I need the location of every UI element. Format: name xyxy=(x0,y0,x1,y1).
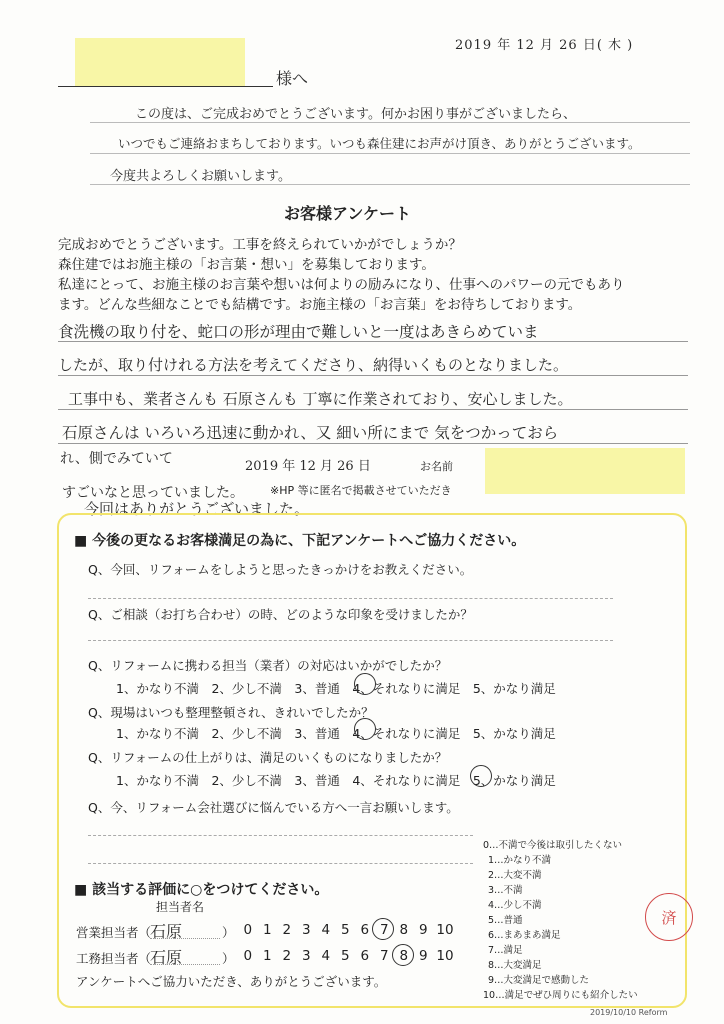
answer-rule xyxy=(88,640,613,641)
staff-label: 担当者名 xyxy=(156,900,205,914)
hp-note: ※HP 等に匿名で掲載させていただき xyxy=(270,484,452,497)
question-3-options: 1、かなり不満 2、少し不満 3、普通 4、それなりに満足 5、かなり満足 xyxy=(116,681,556,696)
q5-selected-circle xyxy=(470,765,492,787)
comment-line-6: すごいなと思っていました。 xyxy=(62,485,244,501)
recipient-name-redacted xyxy=(75,38,245,86)
legend-item: 2…大変不満 xyxy=(488,870,542,881)
intro-line: 完成おめでとうございます。工事を終えられていかがでしょうか？ xyxy=(58,237,462,253)
comment-rule xyxy=(58,409,688,410)
comment-line-3: 工事中も、業者さんも 石原さんも 丁寧に作業されており、安心しました。 xyxy=(68,390,573,408)
legend-item: 4…少し不満 xyxy=(488,900,542,911)
scale-5: 5 xyxy=(340,922,350,938)
scale-10: 10 xyxy=(436,948,454,964)
message-rule xyxy=(90,184,690,185)
message-line-3: 今度共よろしくお願いします。 xyxy=(110,169,291,184)
comment-line-1: 食洗機の取り付を、蛇口の形が理由で難しいと一度はあきらめていま xyxy=(58,323,539,341)
survey-intro xyxy=(58,235,678,315)
scale-5: 5 xyxy=(340,948,350,964)
scale-7: 7 xyxy=(379,922,389,938)
name-label: お名前 xyxy=(420,460,453,473)
works-staff-name: 石原 xyxy=(150,948,183,967)
scale-8: 8 xyxy=(399,922,409,938)
comment-line-7: 今回はありがとうございました。 xyxy=(84,500,310,518)
scale-2: 2 xyxy=(282,922,292,938)
answer-rule xyxy=(88,863,473,864)
works-scale xyxy=(238,948,457,964)
legend-item: 5…普通 xyxy=(488,915,523,926)
comment-line-5: れ、側でみていて xyxy=(60,451,173,467)
message-line-1: この度は、ご完成おめでとうございます。何かお困り事がございましたら、 xyxy=(135,107,576,122)
legend-item: 10…満足でぜひ周りにも紹介したい xyxy=(483,990,638,1001)
question-2: Q、ご相談（お打ち合わせ）の時、どのような印象を受けましたか？ xyxy=(88,607,473,622)
customer-name-redacted xyxy=(485,448,685,494)
scale-9: 9 xyxy=(418,922,428,938)
answer-rule xyxy=(88,598,613,599)
intro-line: ます。どんな些細なことでも結構です。お施主様の「お言葉」をお待ちしております。 xyxy=(58,297,582,313)
sales-close: ） xyxy=(222,925,235,940)
works-name-rule xyxy=(150,964,220,965)
sales-selected-circle xyxy=(372,918,394,940)
legend-item: 3…不満 xyxy=(488,885,523,896)
stamp-text: 済 xyxy=(661,908,677,927)
works-selected-circle xyxy=(392,944,414,966)
legend-item: 8…大変満足 xyxy=(488,960,542,971)
scale-6: 6 xyxy=(360,922,370,938)
q3-selected-circle xyxy=(354,673,376,695)
comment-date: 2019 年 12 月 26 日 xyxy=(245,459,371,474)
question-4-options: 1、かなり不満 2、少し不満 3、普通 4、それなりに満足 5、かなり満足 xyxy=(116,726,556,741)
legend-item: 7…満足 xyxy=(488,945,523,956)
message-rule xyxy=(90,153,690,154)
scale-10: 10 xyxy=(436,922,454,938)
scale-0: 0 xyxy=(243,922,253,938)
scale-8: 8 xyxy=(399,948,409,964)
sales-name-rule xyxy=(150,938,220,939)
section2-heading-text: 該当する評価に○をつけてください。 xyxy=(92,882,329,898)
comment-rule xyxy=(58,443,688,444)
section1-heading: ■ 今後の更なるお客様満足の為に、下記アンケートへご協力ください。 xyxy=(74,533,526,549)
scale-1: 1 xyxy=(262,948,272,964)
legend-item: 6…まあまあ満足 xyxy=(488,930,561,941)
form-version: 2019/10/10 Reform xyxy=(590,1008,668,1017)
recipient-underline xyxy=(58,86,273,87)
legend-item: 1…かなり不満 xyxy=(488,855,552,866)
q4-selected-circle xyxy=(354,718,376,740)
answer-rule xyxy=(88,835,473,836)
salutation: 様へ xyxy=(276,69,309,88)
scale-9: 9 xyxy=(418,948,428,964)
intro-line: 私達にとって、お施主様のお言葉や想いは何よりの励みになり、仕事へのパワーの元でもあり xyxy=(58,277,625,293)
intro-line: 森住建ではお施主様の「お言葉・想い」を募集しております。 xyxy=(58,257,435,273)
scale-1: 1 xyxy=(262,922,272,938)
scale-3: 3 xyxy=(301,948,311,964)
section1-heading-text: 今後の更なるお客様満足の為に、下記アンケートへご協力ください。 xyxy=(92,533,526,549)
thanks-text: アンケートへご協力いただき、ありがとうございます。 xyxy=(76,974,387,989)
question-3: Q、リフォームに携わる担当（業者）の対応はいかがでしたか？ xyxy=(88,658,448,673)
question-6: Q、今、リフォーム会社選びに悩んでいる方へ一言お願いします。 xyxy=(88,800,459,815)
legend-item: 0…不満で今後は取引したくない xyxy=(483,840,623,851)
section2-heading: ■ 該当する評価に○をつけてください。 xyxy=(74,882,329,898)
question-5: Q、リフォームの仕上がりは、満足のいくものになりましたか？ xyxy=(88,750,448,765)
rating-legend xyxy=(483,838,638,1003)
comment-line-2: したが、取り付けれる方法を考えてくださり、納得いくものとなりました。 xyxy=(58,356,569,374)
message-line-2: いつでもご連絡おまちしております。いつも森住建にお声がけ頂き、ありがとうございます。 xyxy=(118,136,641,151)
scale-3: 3 xyxy=(301,922,311,938)
message-rule xyxy=(90,122,690,123)
scale-7: 7 xyxy=(379,948,389,964)
document-date: 2019 年 12 月 26 日( 木 ) xyxy=(455,38,634,53)
checked-stamp xyxy=(645,893,693,941)
works-close: ） xyxy=(222,951,235,966)
scale-2: 2 xyxy=(282,948,292,964)
survey-title: お客様アンケート xyxy=(284,204,412,223)
scale-6: 6 xyxy=(360,948,370,964)
scale-0: 0 xyxy=(243,948,253,964)
sales-staff-name: 石原 xyxy=(150,922,183,941)
legend-item: 9…大変満足で感動した xyxy=(488,975,590,986)
comment-rule xyxy=(58,375,688,376)
question-4: Q、現場はいつも整理整頓され、きれいでしたか？ xyxy=(88,705,374,720)
comment-line-4: 石原さんは いろいろ迅速に動かれ、又 細い所にまで 気をつかっておら xyxy=(62,424,559,442)
sales-label: 営業担当者（ xyxy=(76,925,152,940)
question-5-options: 1、かなり不満 2、少し不満 3、普通 4、それなりに満足 5、かなり満足 xyxy=(116,773,556,788)
question-1: Q、今回、リフォームをしようと思ったきっかけをお教えください。 xyxy=(88,562,473,577)
scale-4: 4 xyxy=(321,948,331,964)
works-label: 工務担当者（ xyxy=(76,951,152,966)
scale-4: 4 xyxy=(321,922,331,938)
sales-scale xyxy=(238,922,457,938)
